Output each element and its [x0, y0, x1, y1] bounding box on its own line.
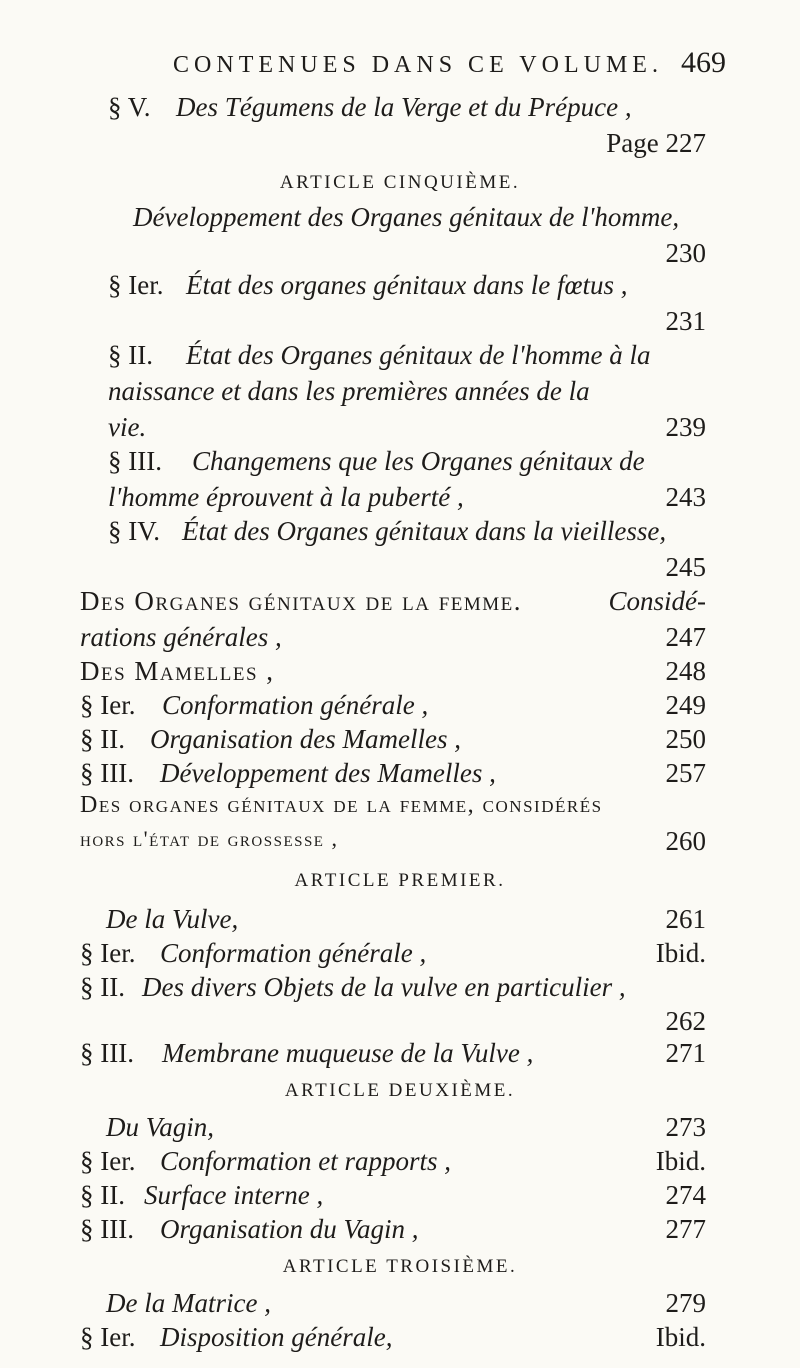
page-ref: 250 — [665, 724, 706, 754]
page-ref: 243 — [665, 482, 706, 512]
section-number: § V. — [108, 92, 151, 122]
entry-title: Changemens que les Organes génitaux de — [192, 446, 645, 476]
page-ref: 274 — [665, 1180, 706, 1210]
section-number: § II. — [108, 340, 153, 370]
entry-title: Considé- — [608, 586, 706, 616]
entry-title: État des Organes génitaux de l'homme à la — [186, 340, 651, 370]
entry-title: Développement des Organes génitaux de l'homme, — [133, 202, 680, 232]
section-number: § IV. — [108, 516, 161, 546]
section-number: § III. — [108, 446, 162, 476]
section-number: § II. — [80, 724, 125, 754]
section-heading: Des Mamelles , — [80, 656, 275, 686]
section-number: § III. — [80, 758, 134, 788]
page-ref: 249 — [665, 690, 706, 720]
entry-title: vie. — [108, 412, 147, 442]
page-ref: 231 — [665, 306, 706, 336]
page-ref: 230 — [665, 238, 706, 268]
page-ref: 260 — [665, 826, 706, 856]
entry-title: État des Organes génitaux dans la vieillesse, — [182, 516, 667, 546]
page-ref: 277 — [665, 1214, 706, 1244]
header-title: CONTENUES DANS CE VOLUME. — [173, 52, 663, 78]
entry-title: Conformation générale , — [162, 690, 429, 720]
page-ref: 257 — [665, 758, 706, 788]
entry-title: Conformation générale , — [160, 938, 427, 968]
section-heading: Des organes génitaux de la femme, considérés — [80, 792, 603, 818]
entry-title: Organisation des Mamelles , — [150, 724, 461, 754]
running-header — [118, 46, 726, 79]
page-ref: 273 — [665, 1112, 706, 1142]
entry-title: Disposition générale, — [160, 1322, 393, 1352]
page-ref: 245 — [665, 552, 706, 582]
page-ref: 279 — [665, 1288, 706, 1318]
section-number: § Ier. — [108, 270, 164, 300]
section-number: § Ier. — [80, 938, 136, 968]
entry-title: Surface interne , — [144, 1180, 324, 1210]
page-ref: 247 — [665, 622, 706, 652]
page-ref: 262 — [665, 1006, 706, 1036]
section-heading: hors l'état de grossesse , — [80, 826, 339, 851]
page-ref: Ibid. — [655, 1146, 706, 1176]
entry-title: l'homme éprouvent à la puberté , — [108, 482, 464, 512]
article-heading: ARTICLE DEUXIÈME. — [284, 1080, 516, 1101]
section-number: § II. — [80, 972, 125, 1002]
section-number: § Ier. — [80, 1146, 136, 1176]
page-ref: 239 — [665, 412, 706, 442]
page-ref: Page 227 — [606, 128, 706, 158]
page-ref: Ibid. — [655, 938, 706, 968]
entry-title: Des divers Objets de la vulve en particulier , — [142, 972, 626, 1002]
section-number: § Ier. — [80, 690, 136, 720]
section-number: § III. — [80, 1214, 134, 1244]
entry-title: rations générales , — [80, 622, 282, 652]
entry-title: Des Tégumens de la Verge et du Prépuce , — [176, 92, 632, 122]
entry-title: naissance et dans les premières années de la — [108, 376, 590, 406]
entry-title: Organisation du Vagin , — [160, 1214, 419, 1244]
page-ref: Ibid. — [655, 1322, 706, 1352]
entry-title: De la Matrice , — [106, 1288, 271, 1318]
page-ref: 261 — [665, 904, 706, 934]
section-number: § II. — [80, 1180, 125, 1210]
article-heading: ARTICLE TROISIÈME. — [282, 1256, 518, 1277]
entry-title: État des organes génitaux dans le fœtus , — [186, 270, 628, 300]
section-number: § III. — [80, 1038, 134, 1068]
entry-title: Membrane muqueuse de la Vulve , — [162, 1038, 534, 1068]
section-number: § Ier. — [80, 1322, 136, 1352]
entry-title: Conformation et rapports , — [160, 1146, 452, 1176]
entry-title: Du Vagin, — [106, 1112, 214, 1142]
entry-title: Développement des Mamelles , — [160, 758, 496, 788]
article-heading: ARTICLE CINQUIÈME. — [279, 172, 521, 193]
page-ref: 248 — [665, 656, 706, 686]
article-heading: ARTICLE PREMIER. — [294, 870, 506, 891]
page-ref: 271 — [665, 1038, 706, 1068]
page-number: 469 — [681, 46, 726, 79]
section-heading: Des Organes génitaux de la femme. — [80, 586, 523, 616]
entry-title: De la Vulve, — [106, 904, 239, 934]
